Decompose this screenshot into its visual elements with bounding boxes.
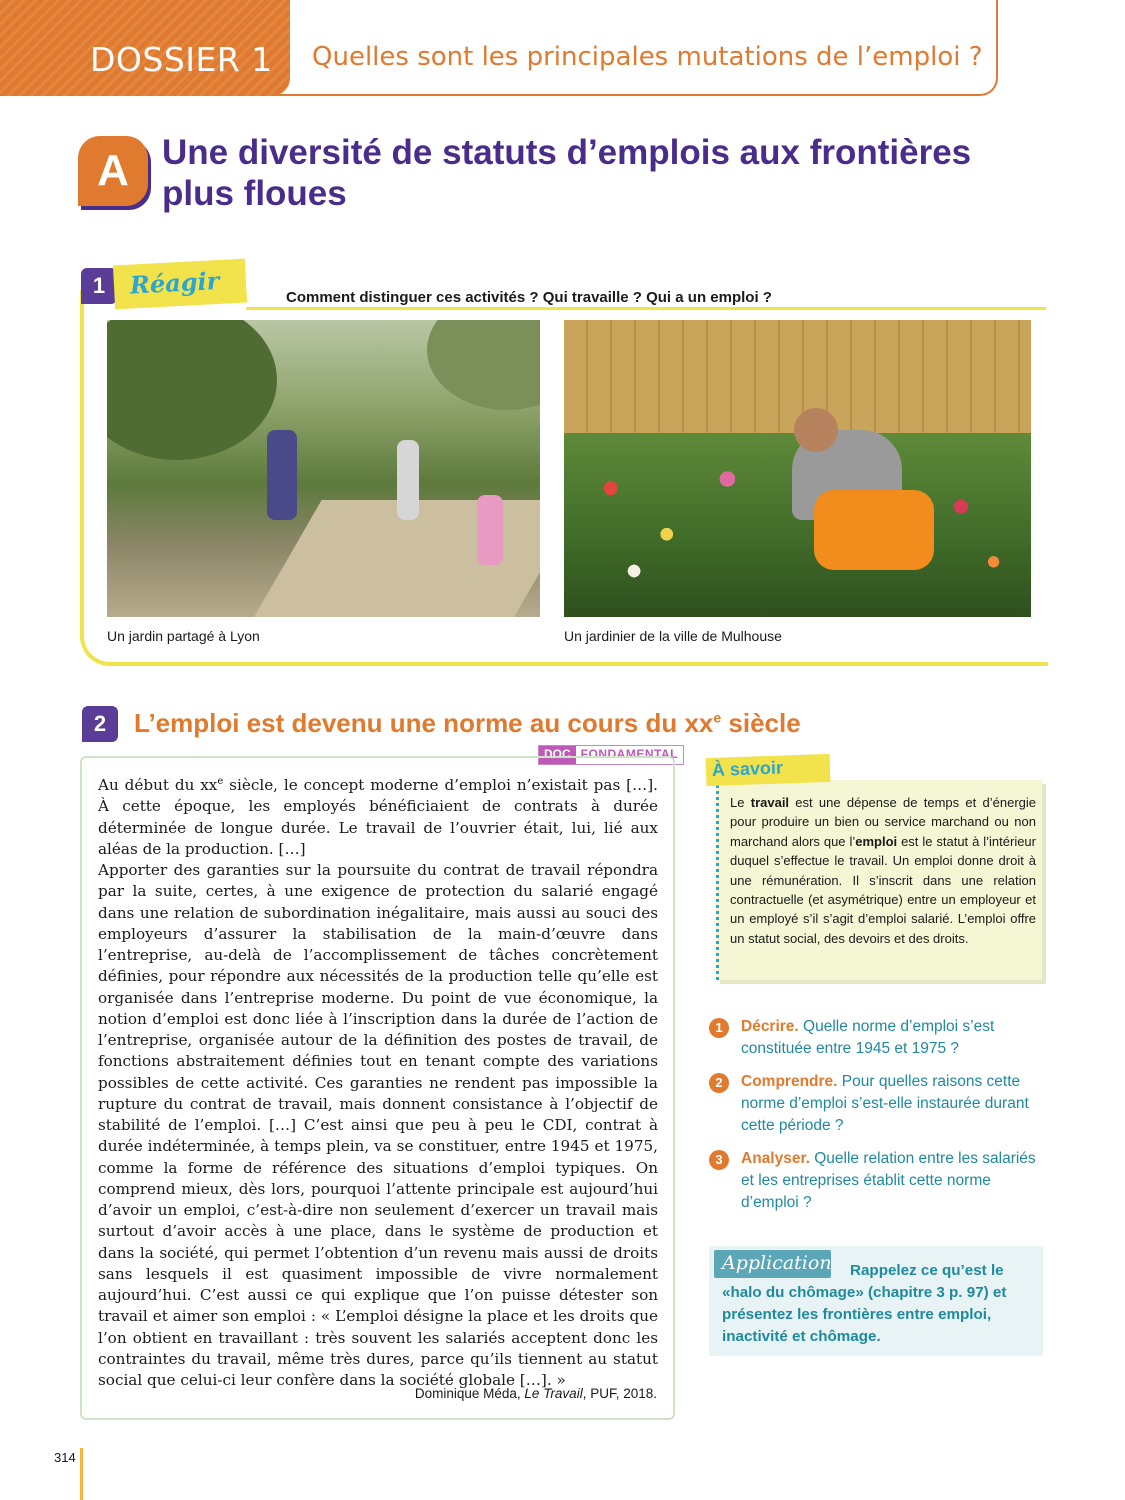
doc2-paragraph-2: Apporter des garanties sur la poursuite du contrat de travail répondra par la suite, certes, à une exigence de protection du salarié engagé dans une relation de subordination inégalitaire, mais aussi au souci des employeurs d’assurer la stabilisation de la main-d’œuvre dans l’entreprise, au-delà de l’accomplissement de tâches concrètement définies, pour répondre aux nécessités de la production telle qu’elle est organisée dans l’entreprise moderne. Du point de vue économique, la notion d’emploi est donc liée à l’inscription dans la durée de l’action de l’entreprise, organisée autour de la définition des postes de travail, de fonctions abstraitement définies tout en tenant compte des variations possibles de cette activité. Ces garanties ne rendent pas impossible la rupture du contrat de travail, mais donnent consistance à l’objectif de stabilité de l’emploi. […] C’est ainsi que peu à peu le CDI, contrat à durée indéterminée, à temps plein, va se constituer, entre 1945 et 1975, comme la forme de référence des situations d’emploi typiques. On comprend mieux, dès lors, pourquoi l’attente principale est aujourd’hui d’avoir un emploi, c’est-à-dire non seulement d’exercer un travail mais surtout d’avoir accès à une place, dans le système de production et dans la société, qui permet l’obtention d’un revenu mais aussi de droits sans lesquels il est quasiment impossible de vivre normalement aujourd’hui. C’est aussi ce qui explique que l’on puisse détester son travail et aimer son emploi : « L’emploi désigne la place et les droits que l’on obtient en travaillant : très souvent les salariés acceptent donc les contraintes du travail, même très dures, parce qu’ils tiennent au statut social que celui-ci leur confère dans la société globale […]. » xyxy=(98,861,658,1390)
a-savoir-label: À savoir xyxy=(711,757,784,780)
question-2-text: Pour quelles raisons cette norme d’emploi s’est-elle instaurée durant cette période ? xyxy=(741,1073,1029,1134)
question-2-number: 2 xyxy=(709,1073,729,1093)
photo-gardener-head xyxy=(794,408,838,452)
dossier-tab xyxy=(0,0,290,96)
source-author: Dominique Méda, xyxy=(414,1386,525,1401)
dossier-label: DOSSIER 1 xyxy=(90,40,273,79)
section-a-badge xyxy=(78,136,148,206)
doc2-paragraph-1 xyxy=(98,771,658,860)
photo-person-2 xyxy=(397,440,419,520)
application-text: Rappelez ce qu’est le «halo du chômage» (chapitre 3 p. 97) et présentez les frontières entre emploi, inactivité et chômage. xyxy=(722,1262,1007,1345)
badge-doc: DOC xyxy=(539,746,576,764)
doc2-text xyxy=(98,771,658,1391)
question-1-text: Quelle norme d’emploi s’est constituée entre 1945 et 1975 ? xyxy=(741,1018,995,1057)
source-rest: , PUF, 2018. xyxy=(582,1386,657,1401)
application-label: Application xyxy=(722,1252,832,1274)
photo-child xyxy=(477,495,503,565)
a-savoir-tag xyxy=(706,754,831,786)
section-a-title-line1: Une diversité de statuts d’emplois aux frontières xyxy=(162,133,972,172)
question-3-text: Quelle relation entre les salariés et les entreprises établit cette norme d’emploi ? xyxy=(741,1150,1036,1211)
doc2-title-century: xx xyxy=(684,708,714,738)
question-1 xyxy=(709,1016,1039,1060)
source-title: Le Travail xyxy=(524,1386,583,1401)
photo-gardener-mulhouse xyxy=(564,320,1031,617)
section-a-title xyxy=(162,132,982,214)
a-savoir-text xyxy=(730,793,1036,948)
photo-tree-right xyxy=(427,320,540,410)
question-3-verb: Analyser. xyxy=(741,1150,810,1167)
a-savoir-travail: travail xyxy=(750,795,790,810)
doc2-number-badge: 2 xyxy=(82,706,118,742)
question-2 xyxy=(709,1071,1039,1137)
question-1-number: 1 xyxy=(709,1018,729,1038)
doc1-question: Comment distinguer ces activités ? Qui travaille ? Qui a un emploi ? xyxy=(286,289,772,306)
doc1-number-badge: 1 xyxy=(81,268,117,304)
photo-person-1 xyxy=(267,430,297,520)
photo-shared-garden-lyon xyxy=(107,320,540,617)
page-number: 314 xyxy=(54,1450,76,1465)
question-1-verb: Décrire. xyxy=(741,1018,799,1035)
dossier-question: Quelles sont les principales mutations de l’emploi ? xyxy=(312,42,983,72)
section-a-letter: A xyxy=(97,146,129,195)
section-a-title-line2: plus floues xyxy=(162,174,347,213)
a-savoir-t2: est une dépense de temps et d’énergie pour produire un bien ou service marchand ou non marchand alors que l’ xyxy=(730,795,1036,849)
photo1-caption: Un jardin partagé à Lyon xyxy=(107,628,260,644)
a-savoir-emploi: emploi xyxy=(855,833,898,849)
doc2-title xyxy=(134,708,801,739)
doc2-source xyxy=(415,1386,657,1401)
doc2-title-sup: e xyxy=(713,709,722,726)
badge-fondamental: FONDAMENTAL xyxy=(580,747,678,761)
doc2-p1-after: siècle, le concept moderne d’emploi n’existait pas […]. À cette époque, les employés bénéficiaient de contrats à durée déterminée de longue durée. Le travail de l’ouvrier était, lui, lié aux aléas de la production. […] xyxy=(98,776,658,858)
photo-tree-left xyxy=(107,320,277,460)
question-2-verb: Comprendre. xyxy=(741,1073,838,1090)
question-3-number: 3 xyxy=(709,1150,729,1170)
doc2-title-before: L’emploi est devenu une norme au cours du xyxy=(134,708,685,738)
a-savoir-t3: est le statut à l’intérieur duquel s’effectue le travail. Un emploi donne droit à une rémunération. Il s’inscrit dans une relation contractuelle (et asymétrique) entre un employeur et un employé s’il s’agit d’emploi salarié. L’emploi offre un statut social, des devoirs et des droits. xyxy=(730,833,1036,946)
doc2-p1-sup: e xyxy=(217,776,224,787)
question-3 xyxy=(709,1148,1039,1214)
photo2-caption: Un jardinier de la ville de Mulhouse xyxy=(564,628,782,644)
doc1-topline xyxy=(246,307,1046,310)
doc2-title-after: siècle xyxy=(721,708,801,738)
doc2-p1-before: Au début du xx xyxy=(98,776,218,795)
footer-bar xyxy=(80,1448,83,1500)
a-savoir-t1: Le xyxy=(730,795,751,810)
reagir-label: Réagir xyxy=(129,265,220,300)
reagir-tag xyxy=(113,259,247,310)
photo-gardener-legs xyxy=(814,490,934,570)
